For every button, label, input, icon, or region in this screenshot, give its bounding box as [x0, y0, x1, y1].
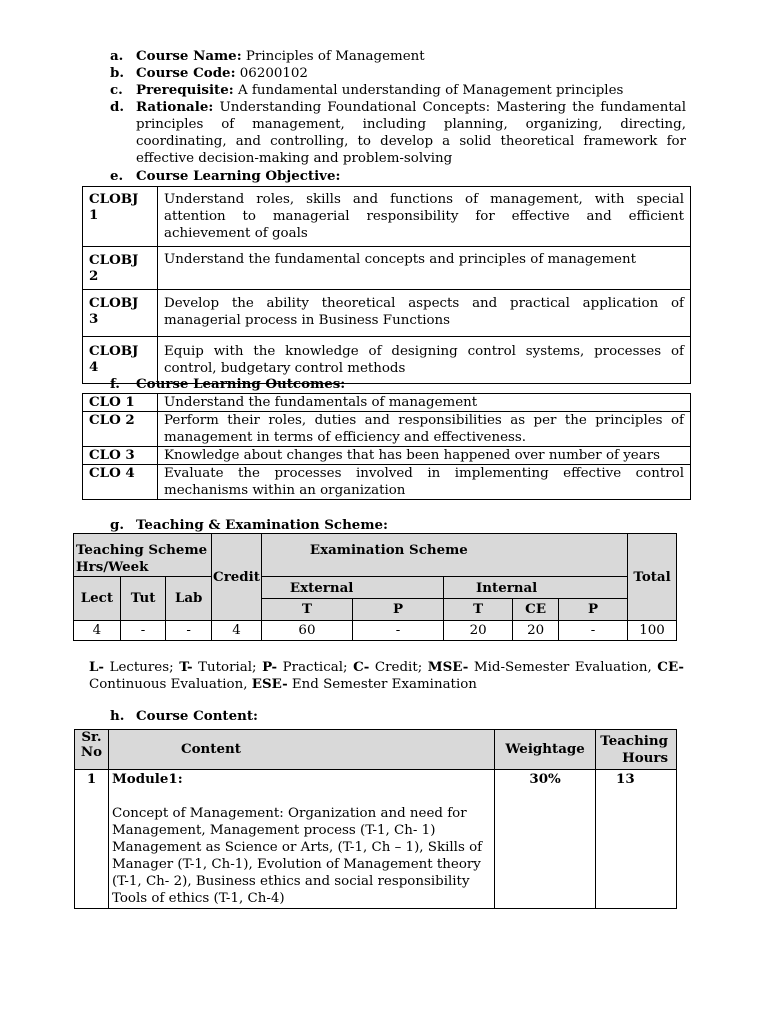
scheme-heading-item: [110, 517, 686, 534]
list-marker: f.: [110, 376, 120, 392]
table-row: [83, 394, 691, 412]
objectives-table: [82, 186, 691, 384]
credit-value: 4: [212, 621, 262, 641]
table-row: [74, 621, 677, 641]
table-row: [83, 447, 691, 465]
course-code-item: [110, 65, 686, 82]
legend-text: Practical;: [277, 660, 354, 675]
internal-p-header: P: [558, 599, 627, 621]
teaching-hours-header: Teaching Hours: [596, 730, 677, 770]
sr-no-header: [75, 730, 109, 770]
credit-header: Credit: [212, 534, 262, 621]
internal-header: Internal: [444, 577, 628, 599]
outcomes-heading-item: [110, 376, 686, 393]
objective-text: Develop the ability theoretical aspects and practical application of managerial process in Business Functions: [158, 290, 691, 337]
scheme-table: [73, 533, 677, 641]
internal-t-value: 20: [444, 621, 513, 641]
scheme-legend: [89, 659, 684, 693]
external-t-value: 60: [261, 621, 352, 641]
outcome-id: CLO 1: [83, 394, 158, 412]
list-marker: d.: [110, 99, 125, 115]
teaching-scheme-header: Teaching Scheme Hrs/Week: [74, 534, 212, 577]
internal-ce-value: 20: [513, 621, 559, 641]
legend-text: End Semester Examination: [287, 677, 477, 692]
prerequisite-item: [110, 82, 686, 99]
examination-scheme-header: Examination Scheme: [261, 534, 627, 577]
legend-key: MSE-: [427, 659, 469, 675]
total-header: Total: [628, 534, 677, 621]
external-t-header: T: [261, 599, 352, 621]
outcome-id: CLO 4: [83, 465, 158, 500]
course-content-table: [74, 729, 677, 909]
course-name-label: Course Name:: [136, 48, 242, 64]
module-body: Concept of Management: Organization and need for Management, Management process (T-1, Ch- 1) Management as Science or Arts, (T-1, Ch – 1), Skills of Manager (T-1, Ch-1), Evolution of Management theory (T-1, Ch- 2), Business ethics and social responsibility Tools of ethics (T-1, Ch-4): [111, 806, 483, 906]
legend-text: Credit;: [369, 660, 428, 675]
content-heading: Course Content:: [136, 708, 258, 724]
weightage-header: Weightage: [495, 730, 596, 770]
scheme-heading: Teaching & Examination Scheme:: [136, 517, 388, 533]
tut-value: -: [120, 621, 166, 641]
objective-id: CLOBJ 3: [83, 290, 158, 337]
outcome-id: CLO 3: [83, 447, 158, 465]
weightage-value: 30%: [495, 770, 596, 909]
outcomes-heading: Course Learning Outcomes:: [136, 376, 346, 392]
outcome-id: CLO 2: [83, 412, 158, 447]
prerequisite-label: Prerequisite:: [136, 82, 234, 98]
module-content: [108, 770, 494, 909]
outcome-text: Evaluate the processes involved in implementing effective control mechanisms within an organization: [158, 465, 691, 500]
legend-key: ESE-: [251, 676, 288, 692]
rationale-label: Rationale:: [136, 99, 214, 115]
objective-text: Understand roles, skills and functions of management, with special attention to managerial responsibility for effective and efficient achievement of goals: [158, 187, 691, 247]
list-marker: g.: [110, 517, 125, 533]
teaching-hours-value: 13: [596, 770, 677, 909]
course-code-label: Course Code:: [136, 65, 236, 81]
objectives-heading: Course Learning Objective:: [136, 168, 341, 184]
course-code-value: 06200102: [239, 66, 308, 81]
internal-p-value: -: [558, 621, 627, 641]
course-name-item: [110, 48, 686, 65]
legend-text: Continuous Evaluation,: [89, 677, 252, 692]
sr-no-label: Sr. No: [80, 729, 103, 760]
table-row: [83, 290, 691, 337]
rationale-item: [110, 99, 686, 167]
list-marker: a.: [110, 48, 124, 64]
objectives-heading-item: [110, 168, 686, 185]
objective-id: CLOBJ 4: [83, 337, 158, 384]
internal-t-header: T: [444, 599, 513, 621]
course-name-value: Principles of Management: [245, 49, 425, 64]
legend-key: P-: [262, 659, 278, 675]
legend-text: Mid-Semester Evaluation,: [468, 660, 658, 675]
prerequisite-value: A fundamental understanding of Management principles: [237, 83, 624, 98]
table-row: [75, 770, 677, 909]
objective-id: CLOBJ 1: [83, 187, 158, 247]
external-p-header: P: [353, 599, 444, 621]
objective-text: Equip with the knowledge of designing control systems, processes of control, budgetary control methods: [158, 337, 691, 384]
outcome-text: Perform their roles, duties and responsibilities as per the principles of management in terms of efficiency and effectiveness.: [158, 412, 691, 447]
lect-header: Lect: [74, 577, 121, 621]
external-header: External: [261, 577, 443, 599]
legend-key: C-: [353, 659, 370, 675]
list-marker: b.: [110, 65, 125, 81]
table-row: [83, 412, 691, 447]
tut-header: Tut: [120, 577, 166, 621]
table-row: [83, 187, 691, 247]
lect-value: 4: [74, 621, 121, 641]
table-row: [83, 247, 691, 290]
legend-text: Lectures;: [103, 660, 180, 675]
lab-header: Lab: [166, 577, 212, 621]
legend-text: Tutorial;: [192, 660, 263, 675]
objective-text: Understand the fundamental concepts and principles of management: [158, 247, 691, 290]
objective-id: CLOBJ 2: [83, 247, 158, 290]
list-marker: h.: [110, 708, 125, 724]
sr-no-value: 1: [75, 770, 109, 909]
outcomes-table: [82, 393, 691, 500]
content-heading-item: [110, 708, 686, 725]
outcome-text: Knowledge about changes that has been happened over number of years: [158, 447, 691, 465]
legend-key: L-: [89, 659, 104, 675]
total-value: 100: [628, 621, 677, 641]
external-p-value: -: [353, 621, 444, 641]
table-row: [83, 465, 691, 500]
list-marker: e.: [110, 168, 124, 184]
legend-key: CE-: [657, 659, 684, 675]
module-title: Module1:: [111, 771, 183, 787]
outcome-text: Understand the fundamentals of management: [158, 394, 691, 412]
rationale-value: Understanding Foundational Concepts: Mastering the fundamental principles of management, including planning, organizing, directing, coordinating, and controlling, to develop a solid theoretical framework for effective decision-making and problem-solving: [136, 100, 686, 166]
legend-key: T-: [179, 659, 193, 675]
lab-value: -: [166, 621, 212, 641]
internal-ce-header: CE: [513, 599, 559, 621]
content-header: Content: [108, 730, 494, 770]
list-marker: c.: [110, 82, 123, 98]
